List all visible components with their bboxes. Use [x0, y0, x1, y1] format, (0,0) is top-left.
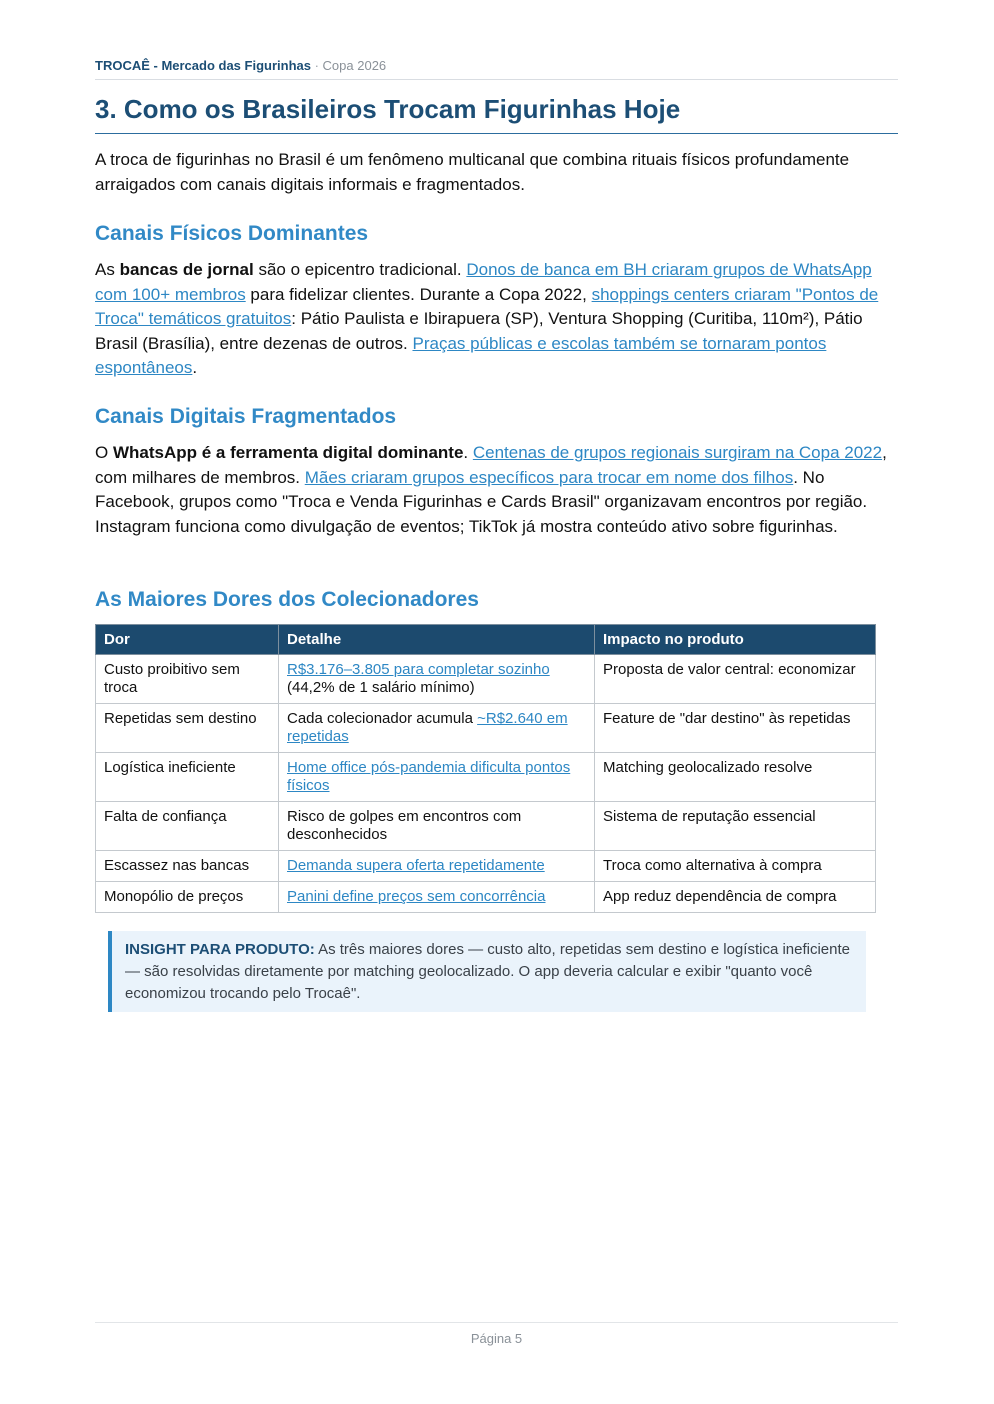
- demanda-oferta-link[interactable]: Demanda supera oferta repetidamente: [287, 857, 545, 874]
- cell-impacto: Proposta de valor central: economizar: [595, 655, 876, 704]
- cell-detalhe: [279, 655, 595, 704]
- table-row: [96, 882, 876, 913]
- cell-dor: Logística ineficiente: [96, 753, 279, 802]
- text-run: são o epicentro tradicional.: [253, 260, 467, 279]
- table-header-row: [96, 625, 876, 655]
- header-separator: ·: [310, 58, 323, 73]
- cell-detalhe: [279, 882, 595, 913]
- physical-channels-heading: Canais Físicos Dominantes: [95, 222, 369, 245]
- insight-text: As três maiores dores — custo alto, repetidas sem destino e logística ineficiente — são resolvidas diretamente por matching geolocalizado. O app deveria calcular e exibir "quanto você economizou trocando pelo Trocaê".: [125, 941, 850, 1002]
- section-title: 3. Como os Brasileiros Trocam Figurinhas Hoje: [95, 92, 898, 134]
- grupos-regionais-link[interactable]: Centenas de grupos regionais surgiram na Copa 2022: [472, 443, 883, 462]
- table-row: [96, 753, 876, 802]
- home-office-link[interactable]: Home office pós-pandemia dificulta pontos físicos: [287, 759, 571, 794]
- shopping-pontos-link[interactable]: shoppings centers criaram "Pontos de Troca" temáticos gratuitos: [95, 284, 879, 328]
- physical-channels-paragraph: [95, 258, 900, 381]
- table-row: [96, 704, 876, 753]
- bold-term: WhatsApp é a ferramenta digital dominante: [112, 443, 464, 462]
- cell-dor: Monopólio de preços: [96, 882, 279, 913]
- pracas-escolas-link[interactable]: Praças públicas e escolas também se tornaram pontos espontâneos: [95, 333, 827, 377]
- cell-impacto: Matching geolocalizado resolve: [595, 753, 876, 802]
- table-row: [96, 851, 876, 882]
- text-run: . No Facebook, grupos como "Troca e Venda Figurinhas e Cards Brasil" organizavam encontros por região. Instagram funciona como divulgação de eventos; TikTok já mostra conteúdo ativo sobre figurinhas.: [95, 467, 868, 536]
- cell-dor: Custo proibitivo sem troca: [96, 655, 279, 704]
- cell-dor: Repetidas sem destino: [96, 704, 279, 753]
- edition-label: Copa 2026: [322, 58, 387, 73]
- column-header-dor: Dor: [96, 625, 279, 655]
- cell-impacto: Troca como alternativa à compra: [595, 851, 876, 882]
- cell-impacto: Feature de "dar destino" às repetidas: [595, 704, 876, 753]
- pains-heading: As Maiores Dores dos Colecionadores: [95, 588, 479, 611]
- page-header: [95, 58, 898, 80]
- cell-impacto: App reduz dependência de compra: [595, 882, 876, 913]
- cell-detalhe: [279, 704, 595, 753]
- cell-detalhe: [279, 851, 595, 882]
- text-run: : Pátio Paulista e Ibirapuera (SP), Ventura Shopping (Curitiba, 110m²), Pátio Brasil (Brasília), entre dezenas de outros.: [95, 309, 863, 353]
- table-row: [96, 655, 876, 704]
- insight-callout: [108, 931, 866, 1012]
- text-run: .: [463, 443, 473, 462]
- text-run: Cada colecionador acumula: [287, 710, 478, 727]
- text-run: .: [192, 358, 198, 377]
- cell-dor: Falta de confiança: [96, 802, 279, 851]
- cell-dor: Escassez nas bancas: [96, 851, 279, 882]
- table-row: [96, 802, 876, 851]
- cell-detalhe: [279, 753, 595, 802]
- text-run: (44,2% de 1 salário mínimo): [287, 679, 475, 696]
- bh-banca-link[interactable]: Donos de banca em BH criaram grupos de WhatsApp com 100+ membros: [95, 260, 872, 304]
- text-run: O: [95, 443, 113, 462]
- panini-precos-link[interactable]: Panini define preços sem concorrência: [287, 888, 546, 905]
- pains-table: [95, 624, 876, 913]
- maes-grupos-link[interactable]: Mães criaram grupos específicos para trocar em nome dos filhos: [304, 467, 794, 487]
- column-header-detalhe: Detalhe: [279, 625, 595, 655]
- insight-lead: INSIGHT PARA PRODUTO:: [125, 941, 315, 958]
- bold-term: bancas de jornal: [119, 260, 254, 279]
- digital-channels-paragraph: [95, 441, 900, 539]
- brand-name: TROCAÊ - Mercado das Figurinhas: [95, 58, 311, 73]
- text-run: para fidelizar clientes. Durante a Copa 2022,: [245, 284, 592, 304]
- repetidas-valor-link[interactable]: ~R$2.640 em repetidas: [287, 710, 568, 745]
- text-run: As: [95, 260, 120, 279]
- column-header-impacto: Impacto no produto: [595, 625, 876, 655]
- custo-completar-link[interactable]: R$3.176–3.805 para completar sozinho: [287, 661, 550, 678]
- digital-channels-heading: Canais Digitais Fragmentados: [95, 405, 397, 428]
- intro-paragraph: A troca de figurinhas no Brasil é um fenômeno multicanal que combina rituais físicos profundamente arraigados com canais digitais informais e fragmentados.: [95, 150, 850, 194]
- cell-detalhe: Risco de golpes em encontros com desconhecidos: [279, 802, 595, 851]
- page-number: Página 5: [95, 1322, 898, 1346]
- text-run: , com milhares de membros.: [95, 443, 887, 487]
- cell-impacto: Sistema de reputação essencial: [595, 802, 876, 851]
